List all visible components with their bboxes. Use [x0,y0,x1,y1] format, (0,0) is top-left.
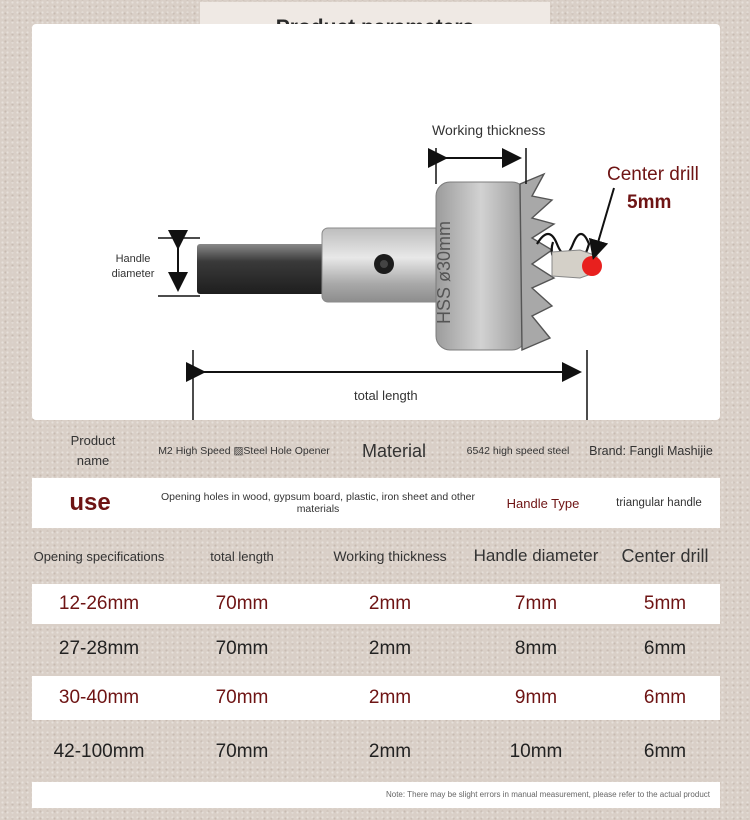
product-name-label: Product name [70,433,116,468]
row-3-opening: 30-40mm [58,687,140,708]
handle-type-label: Handle Type [506,495,580,511]
info-row-use [32,478,720,528]
info-row-product [32,428,720,474]
table-row [32,676,720,720]
use-label: use [69,489,111,516]
row-1-total-length: 70mm [215,593,269,614]
use-value: Opening holes in wood, gypsum board, plastic, iron sheet and other materials [160,491,476,515]
saw-teeth [520,174,554,350]
product-name-value: M2 High Speed ▨Steel Hole Opener [158,445,330,457]
header-center-drill: Center drill [621,545,709,566]
spec-table-header [32,532,720,580]
row-4-opening: 42-100mm [53,741,145,762]
row-4-center-drill: 6mm [643,741,687,762]
row-1-working-thickness: 2mm [368,593,412,614]
row-3-center-drill: 6mm [643,687,687,708]
header-handle-diameter: Handle diameter [473,546,599,565]
row-1-handle-diameter: 7mm [514,593,558,614]
handle-diameter-label: Handle diameter [111,253,155,280]
row-4-total-length: 70mm [215,741,269,762]
center-drill-value: 5mm [627,192,672,213]
working-thickness-label: Working thickness [432,122,546,138]
total-length-label: total length [354,388,418,403]
row-2-opening: 27-28mm [58,638,140,659]
handle-type-value: triangular handle [616,497,702,509]
center-drill-pointer [594,188,614,256]
row-4-working-thickness: 2mm [368,741,412,762]
engraving-text: HSS ø30mm [434,220,454,324]
row-1-center-drill: 5mm [643,593,687,614]
header-working-thickness: Working thickness [333,548,447,564]
center-drill-label: Center drill [607,164,699,185]
row-2-center-drill: 6mm [643,638,687,659]
row-3-total-length: 70mm [215,687,269,708]
header-total-length: total length [210,548,274,564]
row-1-opening: 12-26mm [58,593,140,614]
table-row [32,626,720,672]
table-row [32,584,720,624]
center-drill-dot [582,256,602,276]
row-4-handle-diameter: 10mm [509,741,563,762]
table-row [32,724,720,780]
product-diagram-panel [32,24,720,420]
measurement-note: Note: There may be slight errors in manual measurement, please refer to the actual product [385,790,710,799]
row-3-handle-diameter: 9mm [514,687,558,708]
brand-text: Brand: Fangli Mashijie [589,444,713,458]
hex-shank [197,244,327,294]
material-value: 6542 high speed steel [466,445,570,457]
row-2-handle-diameter: 8mm [514,638,558,659]
material-label: Material [361,440,427,461]
row-3-working-thickness: 2mm [368,687,412,708]
row-2-working-thickness: 2mm [368,638,412,659]
header-opening-specifications: Opening specifications [33,548,165,564]
row-2-total-length: 70mm [215,638,269,659]
hole-saw-diagram [32,24,720,420]
